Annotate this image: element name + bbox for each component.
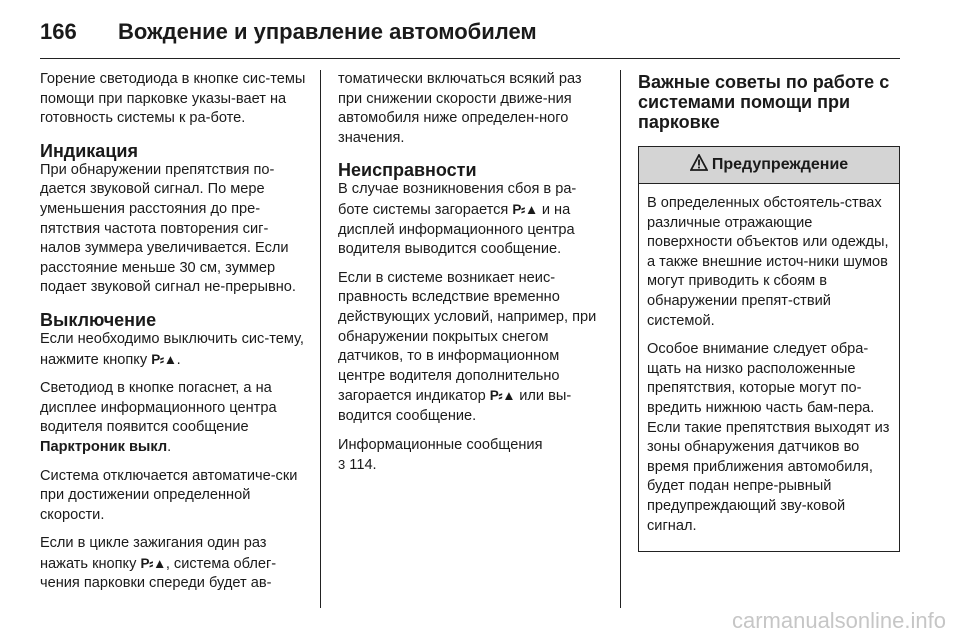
page-number: 166: [40, 19, 77, 44]
warning-title: Предупреждение: [711, 156, 849, 174]
parking-sensor-icon: P⸗▲: [151, 351, 177, 367]
off-paragraph-3: Система отключается автоматиче-ски при достижении определенной скорости.: [40, 467, 298, 523]
header-divider: [40, 58, 900, 59]
display-message: Парктроник выкл: [40, 438, 168, 455]
chapter-title: Вождение и управление автомобилем: [118, 19, 537, 44]
faults-paragraph-2: Если в системе возникает неис-правность вследствие временно действующих условий, например, при обнаружении покрытых снегом датчиков, то в информационном центре водителя дополнительно загорается индикатор P⸗▲ или вы-водится сообщение.: [338, 269, 597, 424]
parking-sensor-icon: P⸗▲: [512, 201, 538, 217]
continued-paragraph: томатически включаться всякий раз при снижении скорости движе-ния автомобиля ниже определен-ного значения.: [338, 71, 582, 146]
off-heading: Выключение: [40, 309, 157, 330]
column-divider-2: [620, 70, 621, 608]
watermark: carmanualsonline.info: [731, 608, 946, 633]
intro-paragraph: Горение светодиода в кнопке сис-темы помощи при парковке указы-вает на готовность системы к ра-боте.: [40, 71, 306, 127]
parking-sensor-icon: P⸗▲: [140, 555, 166, 571]
warning-header: [639, 147, 899, 184]
warning-box: [638, 146, 900, 552]
warning-body: [639, 184, 899, 551]
warning-paragraph-1: В определенных обстоятель-ствах различные отражающие поверхности объектов или одежды, а также внешние источ-ники шумов могут приводить к сбоям в обнаружении препят-ствий системой.: [647, 195, 889, 329]
indication-heading: Индикация: [40, 140, 138, 161]
page-reference-link[interactable]: 114.: [349, 457, 377, 474]
off-paragraph-1: Если необходимо выключить сис-тему, нажмите кнопку P⸗▲.: [40, 330, 304, 368]
faults-heading: Неисправности: [338, 160, 477, 181]
cross-reference-arrow-icon: 3: [338, 457, 346, 473]
info-messages-ref: Информационные сообщения 3 114.: [338, 436, 543, 474]
off-paragraph-4: Если в цикле зажигания один раз нажать кнопку P⸗▲, система облег-чения парковки спереди будет ав-: [40, 535, 277, 592]
parking-sensor-icon: P⸗▲: [489, 388, 516, 404]
tips-heading: Важные советы по работе с системами помощи при парковке: [638, 72, 890, 132]
column-divider-1: [320, 70, 321, 608]
off-paragraph-2: Светодиод в кнопке погаснет, а на дисплее информационного центра водителя появится сообщение Парктроник выкл.: [40, 380, 277, 455]
page-header: [40, 16, 900, 48]
warning-paragraph-2: Особое внимание следует обра-щать на низко расположенные препятствия, которые могут по-вредить нижнюю часть бам-пера. Если такие препятствия выходят из зоны обнаружения датчиков во время приближения автомобиля, будет подан непре-рывный предупреждающий зву-ковой сигнал.: [647, 341, 890, 534]
indication-paragraph: При обнаружении препятствия по-дается звуковой сигнал. По мере уменьшения расстояния до пре-пятствия частота повторения сиг-налов зуммера увеличивается. Если расстояние меньше 30 см, зуммер подает звуковой сигнал не-прерывно.: [40, 161, 296, 296]
faults-paragraph-1: В случае возникновения сбоя в ра-боте системы загорается P⸗▲ и на дисплей информационного центра водителя выводится сообщение.: [338, 181, 577, 258]
column-1: [40, 70, 308, 603]
column-2: [338, 70, 606, 485]
warning-triangle-icon: [690, 154, 708, 177]
column-3: [638, 70, 900, 552]
